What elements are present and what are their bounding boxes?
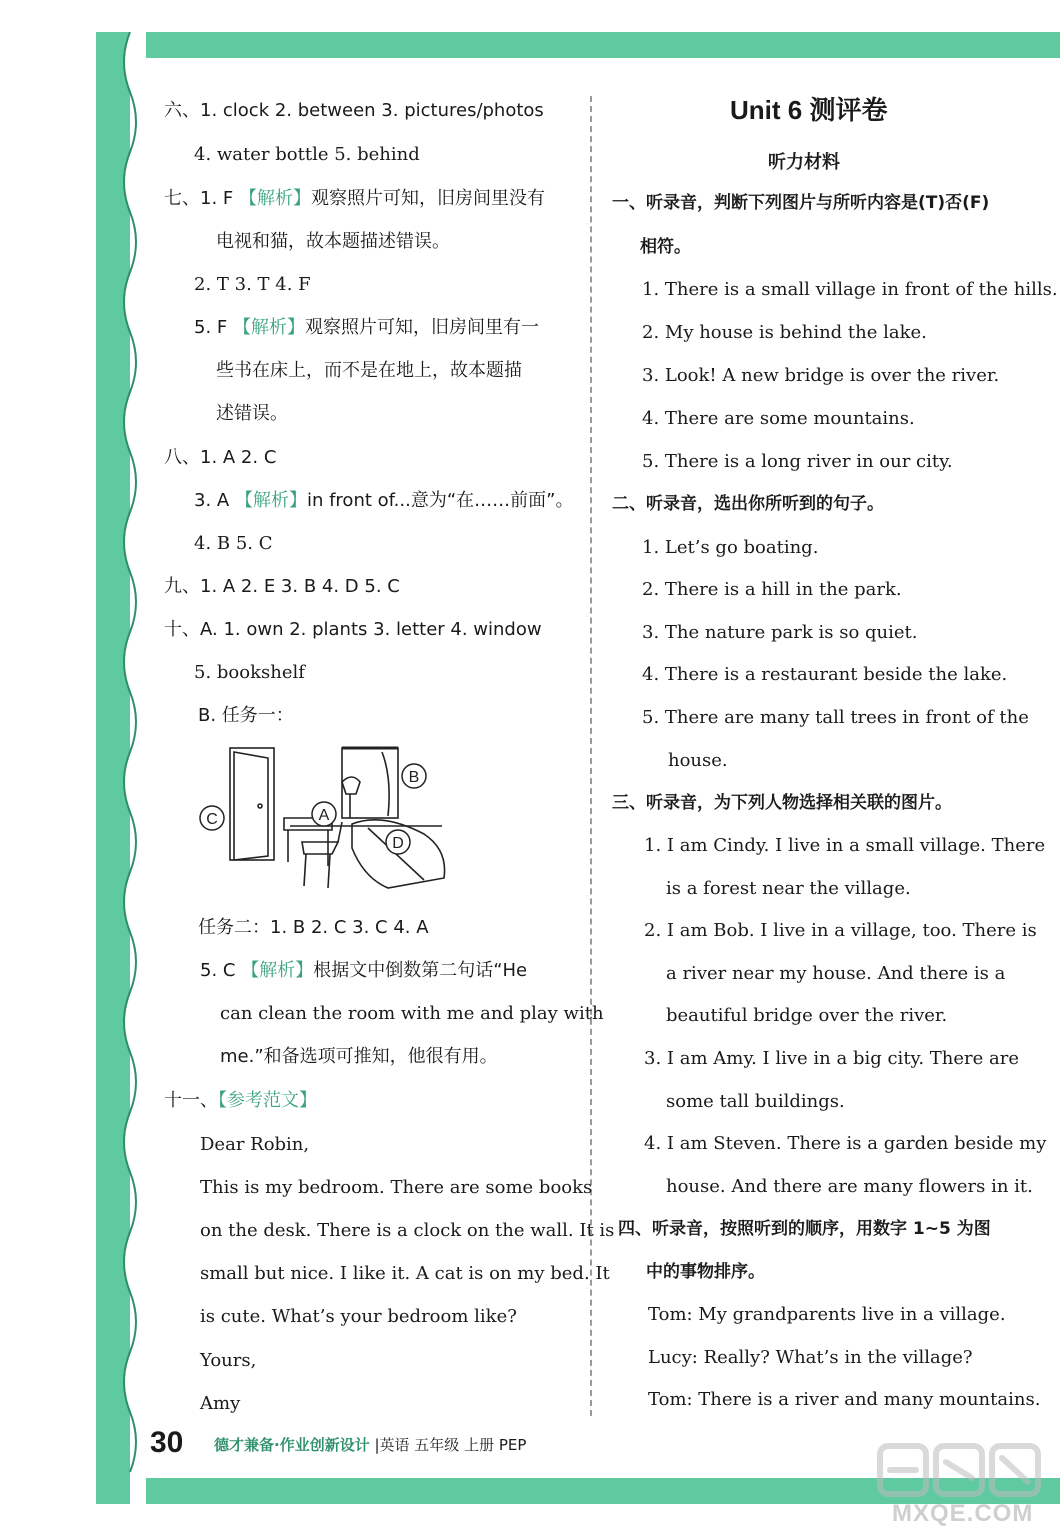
essay-line: small but nice. I like it. A cat is on my bed. It xyxy=(200,1263,610,1284)
brand-name: 德才兼备·作业创新设计 xyxy=(214,1436,370,1454)
analysis-text: 电视和猫，故本题描述错误。 xyxy=(216,231,450,252)
answer-line-7: 七、1. F 【解析】观察照片可知，旧房间里没有 xyxy=(164,188,545,209)
essay-line: This is my bedroom. There are some books xyxy=(200,1177,593,1198)
question-heading-4-cont: 中的事物排序。 xyxy=(646,1262,765,1282)
listening-line: 3. The nature park is so quiet. xyxy=(642,622,918,643)
page-number: 30 xyxy=(150,1426,184,1459)
answer-line-8: 八、1. A 2. C xyxy=(164,447,277,468)
answer-line-10: 十、A. 1. own 2. plants 3. letter 4. window xyxy=(164,619,542,640)
answer-line-8-3: 3. A 【解析】in front of...意为“在……前面”。 xyxy=(194,490,574,511)
listening-line: beautiful bridge over the river. xyxy=(666,1005,948,1026)
listening-line: 2. There is a hill in the park. xyxy=(642,579,902,600)
listening-line: 1. I am Cindy. I live in a small village. There xyxy=(644,835,1046,856)
dialogue-line: Tom: My grandparents live in a village. xyxy=(648,1304,1006,1325)
figure-label-a: A xyxy=(318,807,330,824)
answer-line-7-cont: 2. T 3. T 4. F xyxy=(194,274,311,295)
answer-line-10-cont: 5. bookshelf xyxy=(194,662,305,683)
analysis-tag: 【解析】 xyxy=(234,490,307,511)
listening-line: 2. I am Bob. I live in a village, too. There is xyxy=(644,920,1037,941)
question-heading-4: 四、听录音，按照听到的顺序，用数字 1~5 为图 xyxy=(618,1219,991,1239)
question-heading-1: 一、听录音，判断下列图片与所听内容是(T)否(F) xyxy=(612,193,990,213)
listening-line: 5. There are many tall trees in front of the xyxy=(642,707,1029,728)
listening-line: 4. There are some mountains. xyxy=(642,408,915,429)
listening-line: 4. There is a restaurant beside the lake. xyxy=(642,664,1008,685)
listening-line: house. And there are many flowers in it. xyxy=(666,1176,1033,1197)
listening-line: 1. Let’s go boating. xyxy=(642,537,819,558)
essay-line: is cute. What’s your bedroom like? xyxy=(200,1306,517,1327)
bedroom-illustration xyxy=(192,738,462,896)
wavy-border-decoration xyxy=(96,32,146,1504)
question-heading-3: 三、听录音，为下列人物选择相关联的图片。 xyxy=(612,793,952,813)
listening-line: 5. There is a long river in our city. xyxy=(642,451,953,472)
answer-line-8-cont: 4. B 5. C xyxy=(194,533,273,554)
sample-essay-tag: 【参考范文】 xyxy=(218,1090,317,1111)
listening-line: 3. I am Amy. I live in a big city. There are xyxy=(644,1048,1019,1069)
listening-line: some tall buildings. xyxy=(666,1091,845,1112)
analysis-text: 些书在床上，而不是在地上，故本题描 xyxy=(216,360,522,381)
question-heading-2: 二、听录音，选出你所听到的句子。 xyxy=(612,494,884,514)
task-two-line: 任务二：1. B 2. C 3. C 4. A xyxy=(198,917,429,938)
answer-line-11: 十一、【参考范文】 xyxy=(164,1090,317,1111)
listening-line: house. xyxy=(668,750,728,771)
figure-label-c: C xyxy=(206,811,218,828)
listening-line: a river near my house. And there is a xyxy=(666,963,1006,984)
listening-line: 2. My house is behind the lake. xyxy=(642,322,927,343)
analysis-tag: 【解析】 xyxy=(238,188,311,209)
essay-line: on the desk. There is a clock on the wall. It is xyxy=(200,1220,615,1241)
watermark-text: MXQE.COM xyxy=(892,1500,1034,1527)
analysis-text: me.”和备选项可推知，他很有用。 xyxy=(220,1046,498,1067)
answer-line-6-cont: 4. water bottle 5. behind xyxy=(194,144,420,165)
analysis-tag: 【解析】 xyxy=(241,960,314,981)
answer-line-9: 九、1. A 2. E 3. B 4. D 5. C xyxy=(164,576,400,597)
answer-line-6: 六、1. clock 2. between 3. pictures/photos xyxy=(164,100,544,121)
listening-line: 3. Look! A new bridge is over the river. xyxy=(642,365,1000,386)
essay-line: Amy xyxy=(200,1393,241,1414)
answer-line-7-5: 5. F 【解析】观察照片可知，旧房间里有一 xyxy=(194,317,539,338)
figure-label-d: D xyxy=(392,835,404,852)
unit-title: Unit 6 测评卷 xyxy=(730,95,888,125)
listening-line: is a forest near the village. xyxy=(666,878,911,899)
footer-info: 德才兼备·作业创新设计 |英语 五年级 上册 PEP xyxy=(214,1436,527,1454)
dialogue-line: Lucy: Really? What’s in the village? xyxy=(648,1347,973,1368)
question-heading-1-cont: 相符。 xyxy=(640,237,691,257)
essay-line: Yours, xyxy=(200,1350,257,1371)
dialogue-line: Tom: There is a river and many mountains. xyxy=(648,1389,1041,1410)
analysis-tag: 【解析】 xyxy=(232,317,305,338)
task-one-label: B. 任务一： xyxy=(198,705,294,726)
essay-line: Dear Robin, xyxy=(200,1134,310,1155)
listening-line: 4. I am Steven. There is a garden beside my xyxy=(644,1133,1047,1154)
task-two-5: 5. C 【解析】根据文中倒数第二句话“He xyxy=(200,960,528,981)
listening-line: 1. There is a small village in front of the hills. xyxy=(642,279,1058,300)
section-subtitle: 听力材料 xyxy=(768,152,840,173)
figure-label-b: B xyxy=(408,769,420,786)
analysis-text: 述错误。 xyxy=(216,403,288,424)
analysis-text: can clean the room with me and play with xyxy=(220,1003,604,1024)
